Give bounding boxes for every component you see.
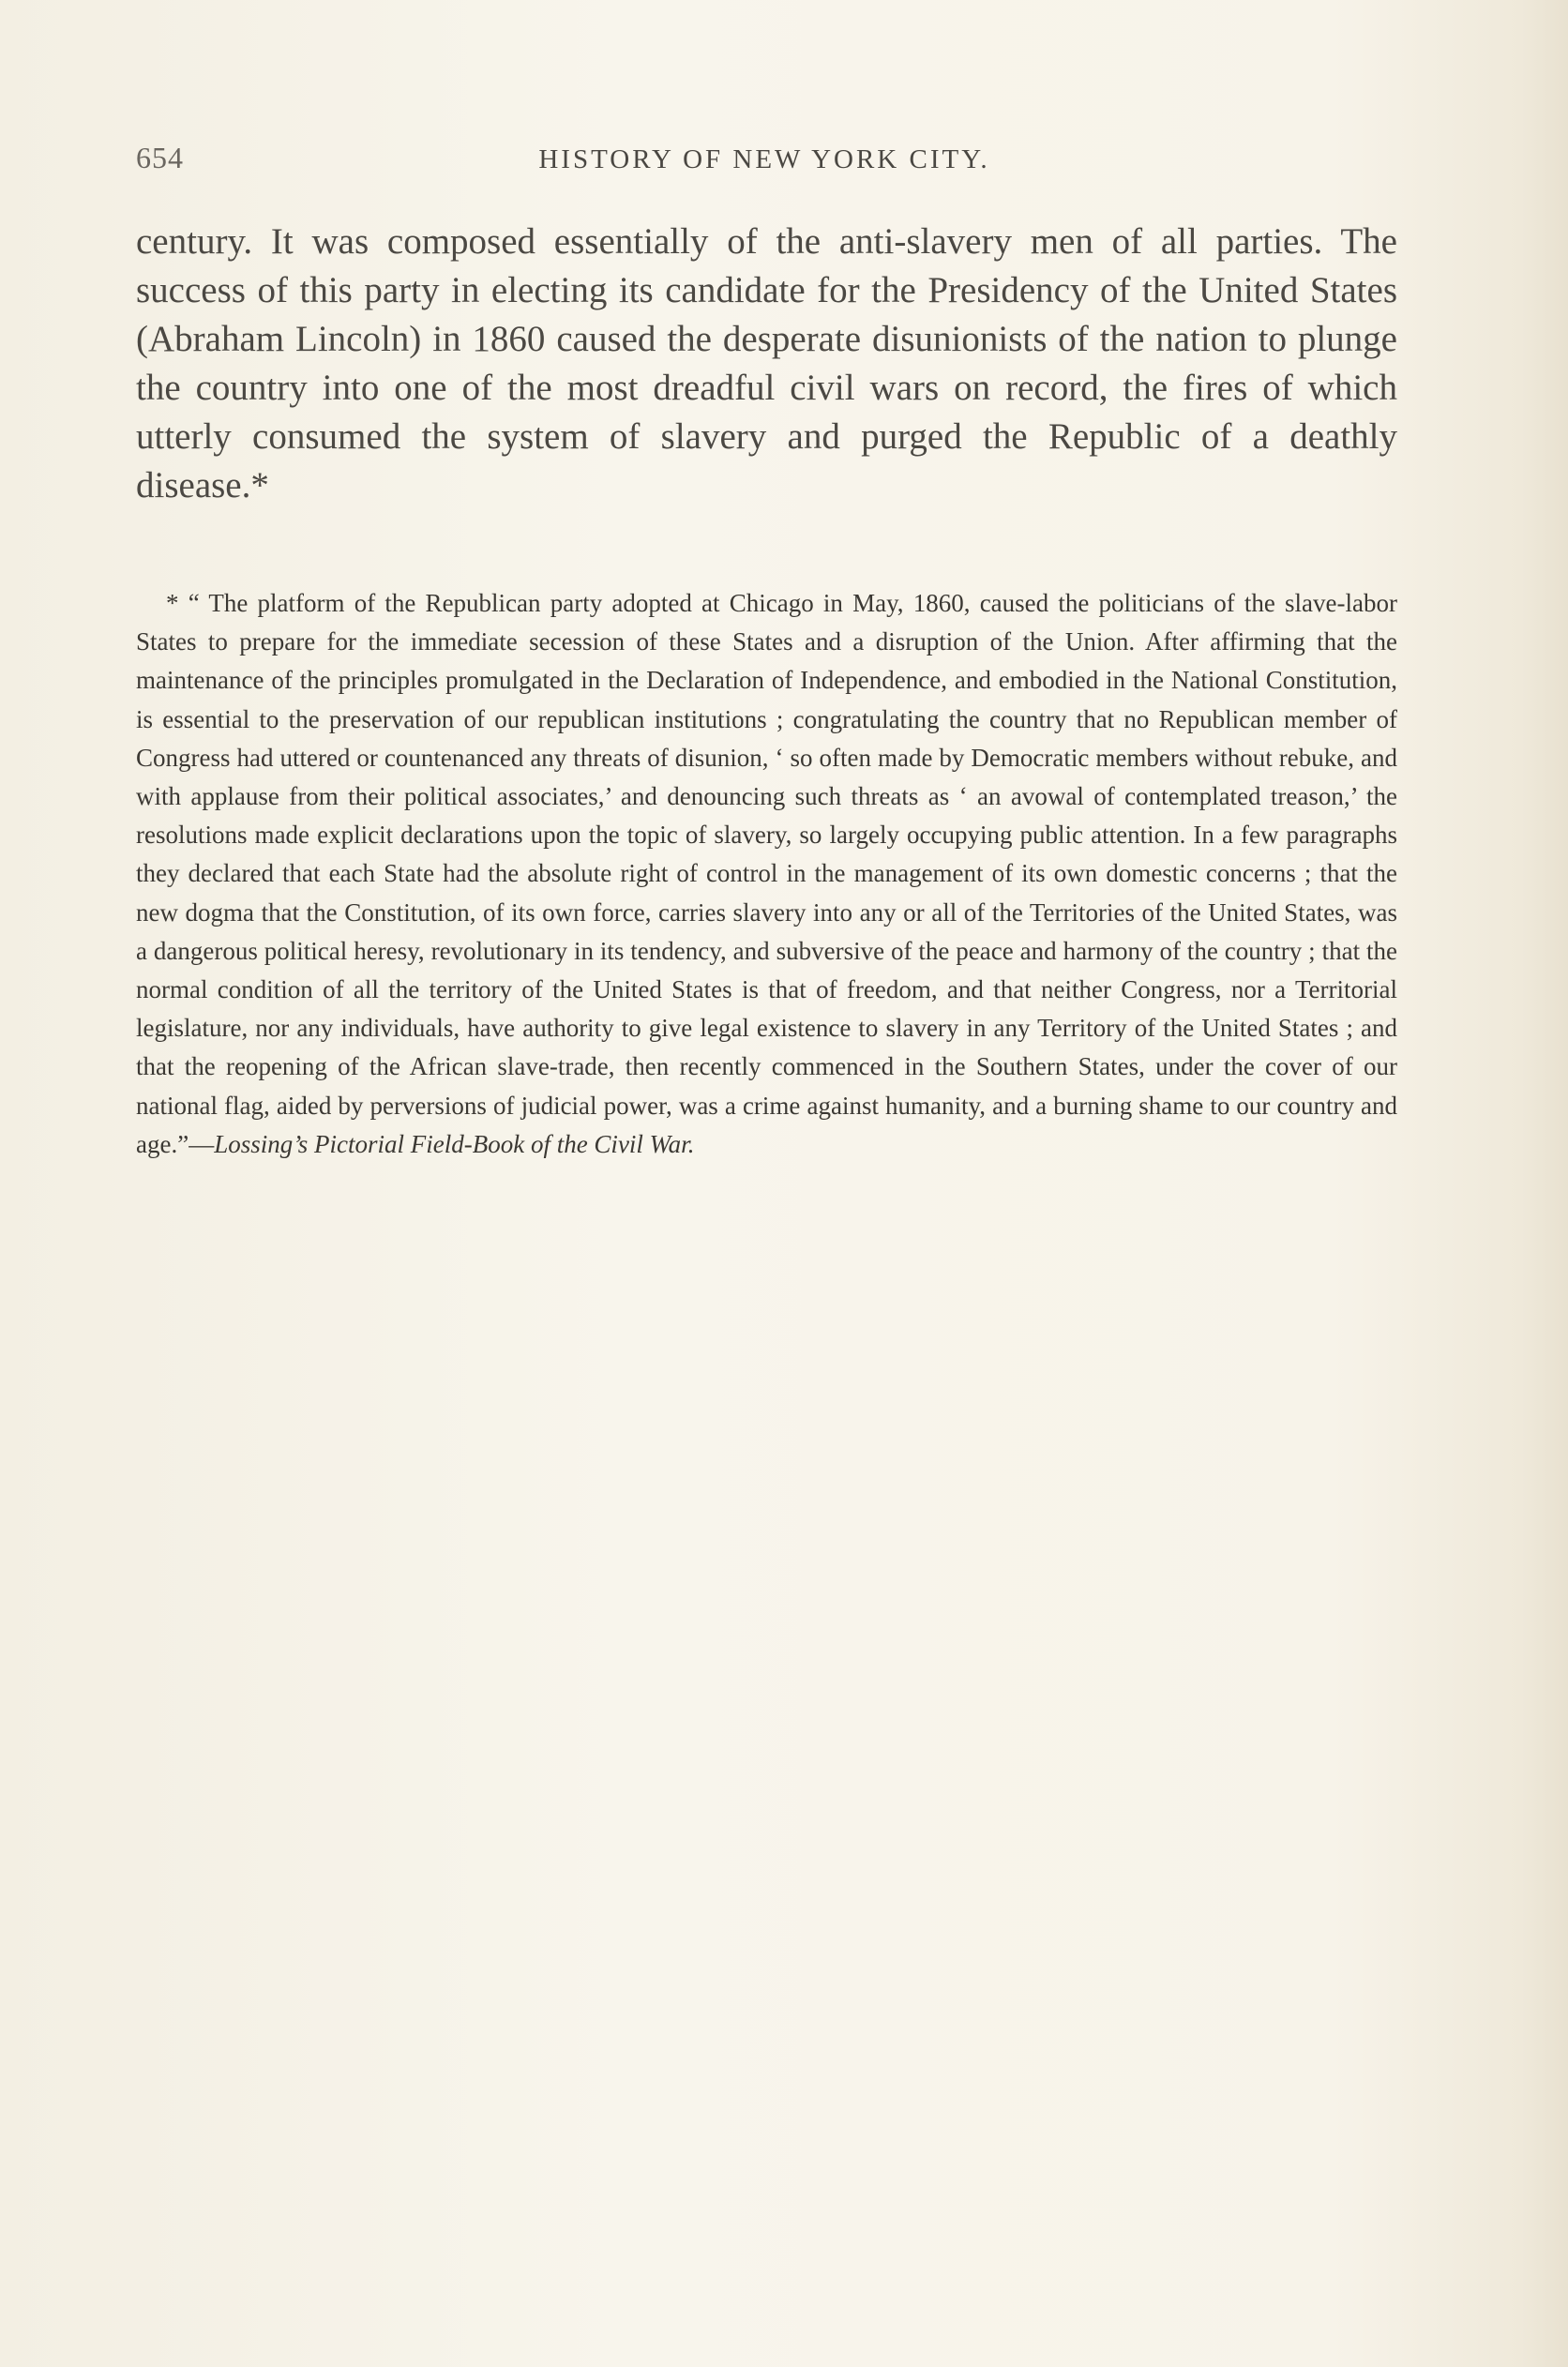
footnote <box>136 584 1397 1164</box>
footnote-text: * “ The platform of the Republican party adopted at Chicago in May, 1860, caused the politicians of the slave-labor States to prepare for the immediate secession of these States and a disruption of the Union. After affirming that the maintenance of the principles promulgated in the Declaration of Independence, and embodied in the National Constitution, is essential to the preservation of our republican institutions ; congratulating the country that no Republican member of Congress had uttered or countenanced any threats of disunion, ‘ so often made by Democratic members without rebuke, and with applause from their political associates,’ and denouncing such threats as ‘ an avowal of contemplated treason,’ the resolutions made explicit declarations upon the topic of slavery, so largely occupying public attention. In a few paragraphs they declared that each State had the absolute right of control in the management of its own domestic concerns ; that the new dogma that the Constitution, of its own force, carries slavery into any or all of the Territories of the United States, was a dangerous political heresy, revolutionary in its tendency, and subversive of the peace and harmony of the country ; that the normal condition of all the territory of the United States is that of freedom, and that neither Congress, nor a Territorial legislature, nor any individuals, have authority to give legal existence to slavery in any Territory of the United States ; and that the reopening of the African slave-trade, then recently commenced in the Southern States, under the cover of our national flag, aided by perversions of judicial power, was a crime against humanity, and a burning shame to our country and age.”— <box>136 589 1397 1158</box>
body-paragraph: century. It was composed essentially of the anti-slavery men of all parties. The success of this party in electing its candidate for the Presidency of the United States (Abraham Lincoln) in 1860 caused the desperate disunionists of the nation to plunge the country into one of the most dreadful civil wars on record, the fires of which utterly consumed the system of slavery and purged the Republic of a deathly disease.* <box>136 221 1397 505</box>
footnote-citation: Lossing’s Pictorial Field-Book of the Civil War. <box>214 1129 695 1158</box>
page-number: 654 <box>136 141 184 174</box>
running-head: HISTORY OF NEW YORK CITY. <box>538 144 990 174</box>
page-header <box>136 141 1393 188</box>
